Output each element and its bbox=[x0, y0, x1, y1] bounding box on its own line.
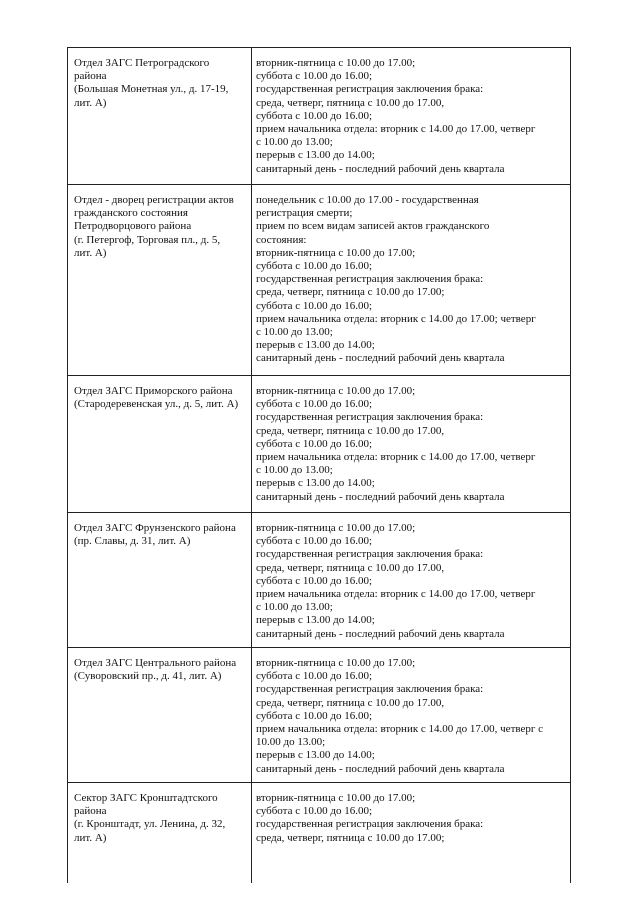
office-line: гражданского состояния bbox=[74, 207, 188, 220]
schedule-line: прием начальника отдела: вторник с 14.00 до 17.00, четверг bbox=[256, 588, 536, 601]
office-line: Сектор ЗАГС Кронштадтского bbox=[74, 792, 218, 804]
schedule-cell bbox=[252, 513, 571, 648]
table-row bbox=[68, 513, 571, 648]
office-line: лит. А) bbox=[74, 246, 107, 259]
schedule-cell bbox=[252, 185, 571, 376]
schedule-line: государственная регистрация заключения брака: bbox=[256, 818, 484, 831]
office-line: лит. А) bbox=[74, 96, 107, 109]
schedule-line: государственная регистрация заключения брака: bbox=[256, 273, 484, 286]
office-line: (г. Кронштадт, ул. Ленина, д. 32, bbox=[74, 818, 226, 831]
schedule-line: государственная регистрация заключения брака: bbox=[256, 683, 484, 696]
schedule-line: состояния: bbox=[256, 233, 307, 246]
office-line: района bbox=[74, 805, 107, 818]
schedule-line: суббота с 10.00 до 16.00; bbox=[256, 670, 372, 683]
schedule-line: государственная регистрация заключения брака: bbox=[256, 548, 484, 561]
schedule-line: с 10.00 до 13.00; bbox=[256, 464, 333, 477]
schedule-line: суббота с 10.00 до 16.00; bbox=[256, 70, 372, 83]
schedule-line: санитарный день - последний рабочий день квартала bbox=[256, 352, 505, 365]
schedule-line: суббота с 10.00 до 16.00; bbox=[256, 805, 372, 818]
office-cell bbox=[68, 48, 252, 185]
schedule-line: среда, четверг, пятница с 10.00 до 17.00, bbox=[256, 96, 445, 109]
schedule-line: перерыв с 13.00 до 14.00; bbox=[256, 149, 375, 162]
schedule-line: прием начальника отдела: вторник с 14.00 до 17.00, четверг bbox=[256, 123, 536, 136]
office-line: лит. А) bbox=[74, 831, 107, 844]
office-line: Отдел ЗАГС Петроградского bbox=[74, 57, 210, 69]
office-line: (г. Петергоф, Торговая пл., д. 5, bbox=[74, 233, 221, 246]
table-body bbox=[68, 48, 571, 884]
schedule-line: санитарный день - последний рабочий день квартала bbox=[256, 162, 505, 175]
table-row bbox=[68, 648, 571, 783]
office-cell bbox=[68, 513, 252, 648]
schedule-line: с 10.00 до 13.00; bbox=[256, 601, 333, 614]
office-cell bbox=[68, 783, 252, 884]
office-line: (пр. Славы, д. 31, лит. А) bbox=[74, 535, 191, 548]
office-line: (Суворовский пр., д. 41, лит. А) bbox=[74, 670, 222, 683]
schedule-line: с 10.00 до 13.00; bbox=[256, 136, 333, 149]
schedule-line: суббота с 10.00 до 16.00; bbox=[256, 709, 372, 722]
schedule-line: суббота с 10.00 до 16.00; bbox=[256, 574, 372, 587]
office-cell bbox=[68, 376, 252, 513]
schedule-line: понедельник с 10.00 до 17.00 - государственная bbox=[256, 194, 479, 206]
schedule-line: суббота с 10.00 до 16.00; bbox=[256, 109, 372, 122]
office-line: Отдел ЗАГС Приморского района bbox=[74, 385, 233, 397]
schedule-line: среда, четверг, пятница с 10.00 до 17.00, bbox=[256, 561, 445, 574]
office-line: Петродворцового района bbox=[74, 220, 192, 233]
schedule-line: вторник-пятница с 10.00 до 17.00; bbox=[256, 792, 416, 804]
schedule-line: санитарный день - последний рабочий день квартала bbox=[256, 627, 505, 640]
schedule-line: перерыв с 13.00 до 14.00; bbox=[256, 614, 375, 627]
schedule-line: среда, четверг, пятница с 10.00 до 17.00; bbox=[256, 286, 445, 299]
office-line: района bbox=[74, 70, 107, 83]
schedule-cell bbox=[252, 48, 571, 185]
schedule-line: суббота с 10.00 до 16.00; bbox=[256, 299, 372, 312]
office-line: Отдел ЗАГС Фрунзенского района bbox=[74, 522, 236, 534]
schedule-line: вторник-пятница с 10.00 до 17.00; bbox=[256, 657, 416, 669]
schedule-line: перерыв с 13.00 до 14.00; bbox=[256, 749, 375, 762]
schedule-line: вторник-пятница с 10.00 до 17.00; bbox=[256, 385, 416, 397]
schedule-line: среда, четверг, пятница с 10.00 до 17.00, bbox=[256, 424, 445, 437]
schedule-line: 10.00 до 13.00; bbox=[256, 736, 326, 749]
schedule-line: вторник-пятница с 10.00 до 17.00; bbox=[256, 522, 416, 534]
schedule-line: перерыв с 13.00 до 14.00; bbox=[256, 477, 375, 490]
office-line: Отдел - дворец регистрации актов bbox=[74, 194, 234, 206]
office-cell bbox=[68, 648, 252, 783]
schedule-line: вторник-пятница с 10.00 до 17.00; bbox=[256, 246, 416, 259]
schedule-cell bbox=[252, 376, 571, 513]
schedule-cell bbox=[252, 783, 571, 884]
registry-offices-table bbox=[67, 47, 571, 883]
office-line: (Стародеревенская ул., д. 5, лит. А) bbox=[74, 398, 239, 411]
schedule-line: суббота с 10.00 до 16.00; bbox=[256, 437, 372, 450]
table-row bbox=[68, 48, 571, 185]
schedule-line: среда, четверг, пятница с 10.00 до 17.00; bbox=[256, 831, 445, 844]
schedule-line: прием начальника отдела: вторник с 14.00 до 17.00, четверг bbox=[256, 451, 536, 464]
schedule-line: перерыв с 13.00 до 14.00; bbox=[256, 339, 375, 352]
schedule-line: прием начальника отдела: вторник с 14.00 до 17.00; четверг bbox=[256, 312, 536, 325]
schedule-line: государственная регистрация заключения брака: bbox=[256, 83, 484, 96]
table-row bbox=[68, 783, 571, 884]
table-row bbox=[68, 376, 571, 513]
schedule-line: суббота с 10.00 до 16.00; bbox=[256, 535, 372, 548]
schedule-line: среда, четверг, пятница с 10.00 до 17.00, bbox=[256, 696, 445, 709]
schedule-line: с 10.00 до 13.00; bbox=[256, 326, 333, 339]
office-line: (Большая Монетная ул., д. 17-19, bbox=[74, 83, 229, 96]
office-cell bbox=[68, 185, 252, 376]
schedule-line: санитарный день - последний рабочий день квартала bbox=[256, 490, 505, 503]
schedule-line: прием начальника отдела: вторник с 14.00 до 17.00, четверг с bbox=[256, 723, 544, 736]
schedule-cell bbox=[252, 648, 571, 783]
schedule-line: государственная регистрация заключения брака: bbox=[256, 411, 484, 424]
schedule-line: санитарный день - последний рабочий день квартала bbox=[256, 762, 505, 775]
schedule-line: регистрация смерти; bbox=[256, 207, 353, 220]
schedule-line: суббота с 10.00 до 16.00; bbox=[256, 398, 372, 411]
table-row bbox=[68, 185, 571, 376]
schedule-line: прием по всем видам записей актов гражданского bbox=[256, 220, 490, 233]
schedule-line: вторник-пятница с 10.00 до 17.00; bbox=[256, 57, 416, 69]
schedule-line: суббота с 10.00 до 16.00; bbox=[256, 260, 372, 273]
office-line: Отдел ЗАГС Центрального района bbox=[74, 657, 237, 669]
